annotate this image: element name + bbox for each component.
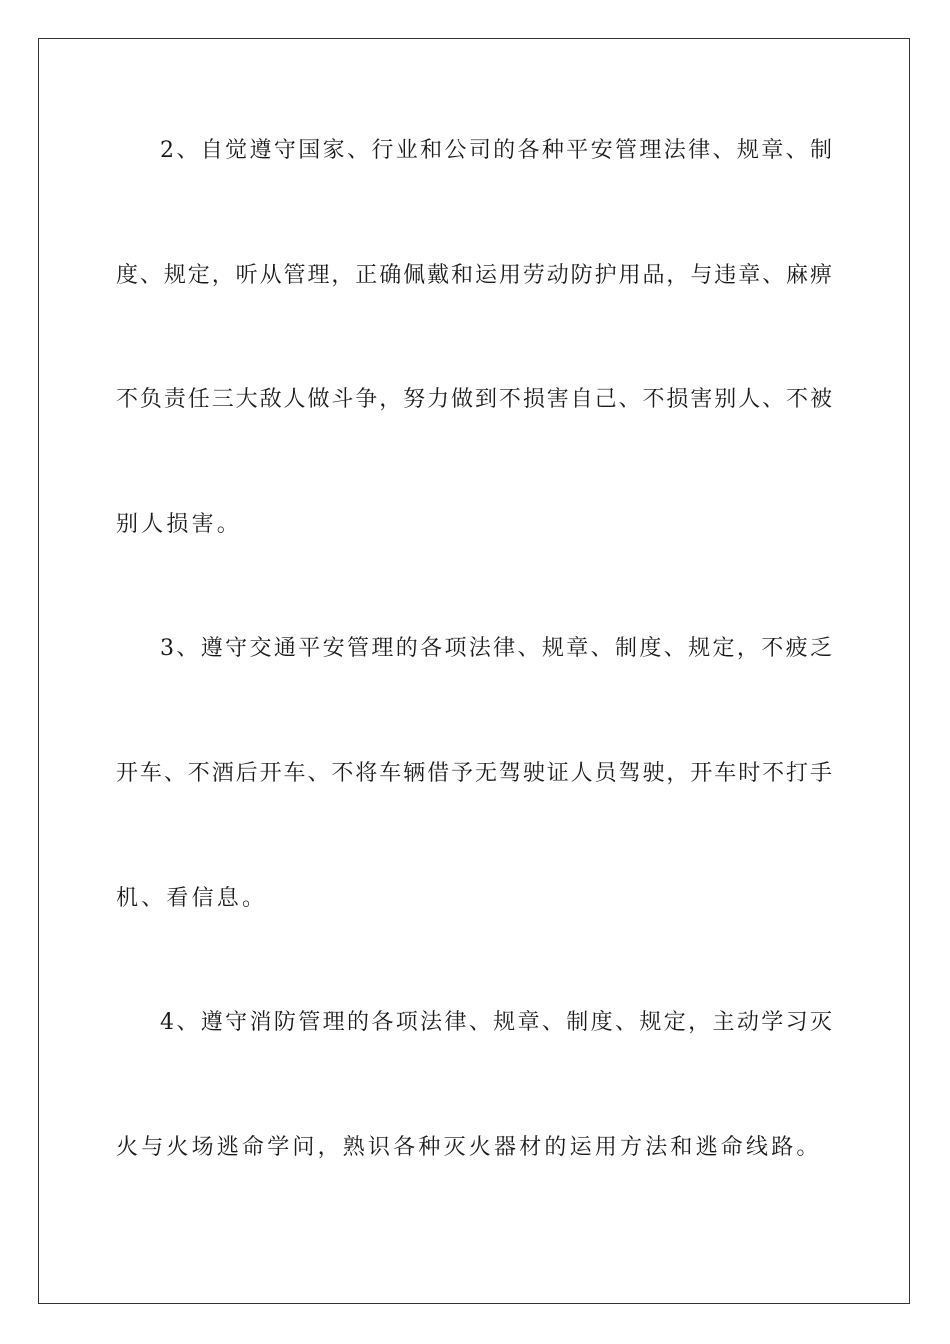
document-body — [116, 126, 832, 1247]
paragraph-2-line-4: 别人损害。 — [116, 511, 243, 537]
paragraph-2-line-1: 2、自觉遵守国家、行业和公司的各种平安管理法律、规章、制 — [160, 138, 832, 163]
paragraph-4-line-1: 4、遵守消防管理的各项法律、规章、制度、规定，主动学习灭 — [160, 1010, 832, 1036]
paragraph-4-line-2: 火与火场逃命学问，熟识各种灭火器材的运用方法和逃命线路。 — [116, 1134, 822, 1160]
paragraph-3-line-2: 开车、不酒后开车、不将车辆借予无驾驶证人员驾驶，开车时不打手 — [116, 760, 832, 786]
paragraph-2-line-3: 不负责任三大敌人做斗争，努力做到不损害自己、不损害别人、不被 — [116, 387, 832, 413]
paragraph-2-line-2: 度、规定，听从管理，正确佩戴和运用劳动防护用品，与违章、麻痹 — [116, 262, 832, 288]
paragraph-3-line-1: 3、遵守交通平安管理的各项法律、规章、制度、规定，不疲乏 — [160, 636, 832, 662]
paragraph-3-line-3: 机、看信息。 — [116, 885, 268, 911]
